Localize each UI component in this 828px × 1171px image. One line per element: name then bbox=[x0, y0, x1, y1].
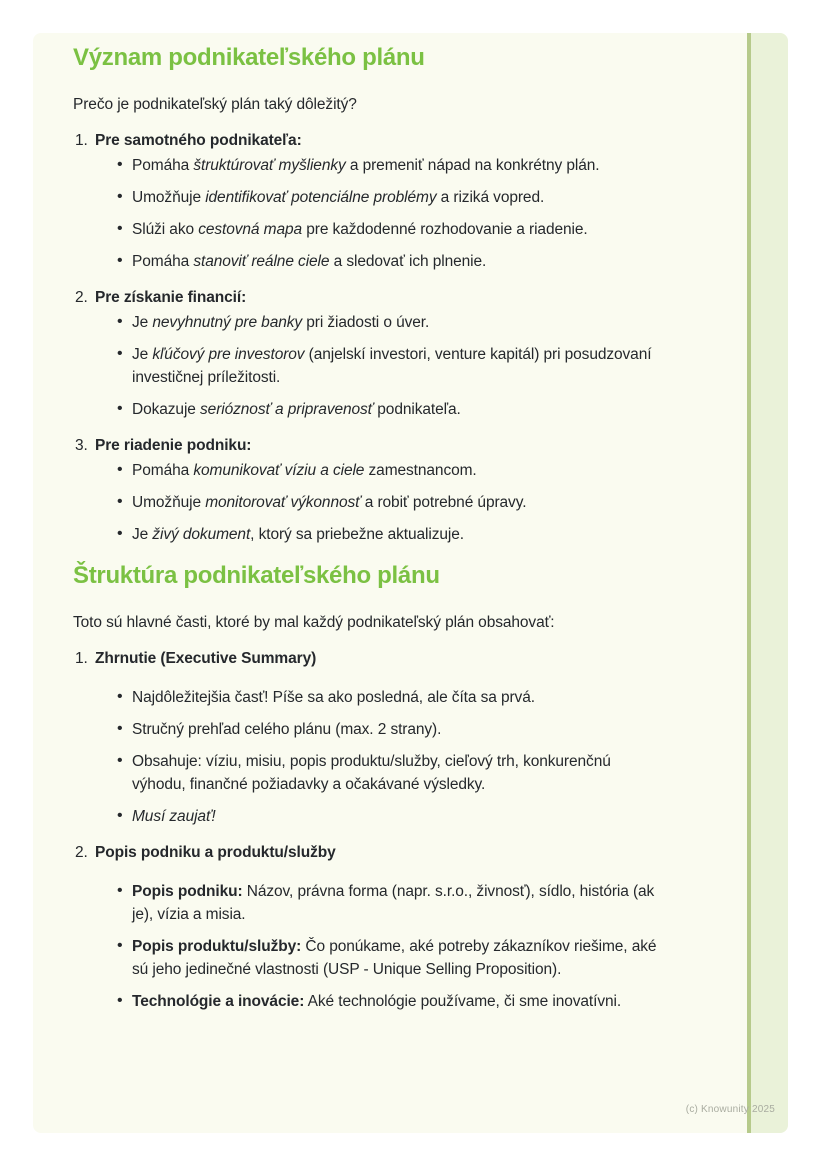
bullet-item bbox=[117, 491, 665, 514]
text-run: Pre riadenie podniku: bbox=[95, 437, 252, 454]
text-run: Technológie a inovácie: bbox=[132, 993, 305, 1010]
text-run: Aké technológie používame, či sme inovatívni. bbox=[304, 993, 622, 1010]
text-run: pre každodenné rozhodovanie a riadenie. bbox=[302, 221, 588, 238]
text-run: štruktúrovať myšlienky bbox=[193, 157, 346, 174]
bullet-item bbox=[117, 343, 665, 389]
item-title bbox=[95, 286, 665, 309]
bullet-item bbox=[117, 750, 665, 796]
item-title bbox=[95, 129, 665, 152]
text-run: Stručný prehľad celého plánu (max. 2 strany). bbox=[132, 721, 442, 738]
numbered-item-title bbox=[73, 647, 665, 670]
text-run: Popis produktu/služby: bbox=[132, 938, 302, 955]
text-run: Popis podniku: bbox=[132, 883, 243, 900]
bullet-list bbox=[73, 459, 665, 546]
document-content bbox=[73, 43, 665, 1022]
text-run: serióznosť a pripravenosť bbox=[200, 401, 374, 418]
numbered-list bbox=[73, 129, 665, 546]
text-run: živý dokument bbox=[152, 526, 251, 543]
text-run: Obsahuje: víziu, misiu, popis produktu/služby, cieľový trh, konkurenčnú výhodu, finančné požiadavky a očakávané výsledky. bbox=[132, 753, 611, 793]
bullet-item bbox=[117, 459, 665, 482]
text-run: Pre samotného podnikateľa: bbox=[95, 132, 302, 149]
text-run: a robiť potrebné úpravy. bbox=[360, 494, 527, 511]
text-run: a premeniť nápad na konkrétny plán. bbox=[345, 157, 600, 174]
text-run: Je bbox=[132, 526, 153, 543]
item-title bbox=[95, 434, 665, 457]
text-run: Slúži ako bbox=[132, 221, 199, 238]
text-run: Je bbox=[132, 346, 153, 363]
text-run: Pomáha bbox=[132, 462, 194, 479]
text-run: identifikovať potenciálne problémy bbox=[205, 189, 437, 206]
bullet-item bbox=[117, 523, 665, 546]
text-run: a sledovať ich plnenie. bbox=[329, 253, 487, 270]
section-heading: Štruktúra podnikateľského plánu bbox=[73, 562, 440, 589]
bullet-item bbox=[117, 186, 665, 209]
bullet-item bbox=[117, 218, 665, 241]
bullet-list bbox=[73, 880, 665, 1013]
text-run: komunikovať víziu a ciele bbox=[193, 462, 365, 479]
item-number: 2. bbox=[75, 289, 88, 306]
numbered-item-title bbox=[73, 841, 665, 864]
text-run: Pomáha bbox=[132, 157, 194, 174]
text-run: Umožňuje bbox=[132, 494, 206, 511]
bullet-item bbox=[117, 311, 665, 334]
text-run: monitorovať výkonnosť bbox=[205, 494, 361, 511]
bullet-item bbox=[117, 398, 665, 421]
bullet-list bbox=[73, 154, 665, 273]
item-number: 1. bbox=[75, 132, 88, 149]
bullet-item bbox=[117, 990, 665, 1013]
bullet-item bbox=[117, 250, 665, 273]
bullet-item bbox=[117, 686, 665, 709]
text-run: Prečo je podnikateľský plán taký dôležitý? bbox=[73, 96, 357, 113]
text-run: Pre získanie financií: bbox=[95, 289, 247, 306]
text-run: Je bbox=[132, 314, 153, 331]
item-title bbox=[95, 841, 665, 864]
right-accent-stripe bbox=[747, 33, 788, 1133]
numbered-item-title bbox=[73, 129, 665, 152]
copyright-watermark: (c) Knowunity 2025 bbox=[685, 1104, 775, 1115]
text-run: zamestnancom. bbox=[364, 462, 477, 479]
text-run: stanoviť reálne ciele bbox=[193, 253, 330, 270]
text-run: a riziká vopred. bbox=[436, 189, 545, 206]
text-run: cestovná mapa bbox=[198, 221, 303, 238]
document-card bbox=[33, 33, 788, 1133]
text-run: Najdôležitejšia časť! Píše sa ako posledná, ale číta sa prvá. bbox=[132, 689, 535, 706]
text-run: nevyhnutný pre banky bbox=[152, 314, 303, 331]
text-run: , ktorý sa priebežne aktualizuje. bbox=[250, 526, 464, 543]
bullet-item bbox=[117, 935, 665, 981]
item-title bbox=[95, 647, 665, 670]
text-run: Pomáha bbox=[132, 253, 194, 270]
text-run: Toto sú hlavné časti, ktoré by mal každý podnikateľský plán obsahovať: bbox=[73, 614, 555, 631]
bullet-item bbox=[117, 880, 665, 926]
bullet-item bbox=[117, 718, 665, 741]
text-run: Zhrnutie (Executive Summary) bbox=[95, 650, 317, 667]
item-number: 2. bbox=[75, 844, 88, 861]
item-number: 1. bbox=[75, 650, 88, 667]
text-run: Popis podniku a produktu/služby bbox=[95, 844, 336, 861]
text-run: kľúčový pre investorov bbox=[152, 346, 305, 363]
text-run: Čo ponúkame, aké potreby zákazníkov riešime, aké sú jeho jedinečné vlastnosti (USP - Unique Selling Proposition). bbox=[132, 938, 657, 978]
text-run: Dokazuje bbox=[132, 401, 201, 418]
bullet-item bbox=[117, 154, 665, 177]
text-run: (anjelskí investori, venture kapitál) pri posudzovaní investičnej príležitosti. bbox=[132, 346, 652, 386]
bullet-list bbox=[73, 311, 665, 421]
numbered-list bbox=[73, 647, 665, 1013]
paragraph bbox=[73, 93, 665, 116]
numbered-item-title bbox=[73, 286, 665, 309]
text-run: Umožňuje bbox=[132, 189, 206, 206]
numbered-item-title bbox=[73, 434, 665, 457]
text-run: pri žiadosti o úver. bbox=[302, 314, 430, 331]
section-heading: Význam podnikateľského plánu bbox=[73, 44, 425, 71]
bullet-item bbox=[117, 805, 665, 828]
text-run: Musí zaujať! bbox=[132, 808, 216, 825]
text-run: podnikateľa. bbox=[373, 401, 461, 418]
text-run: Názov, právna forma (napr. s.r.o., živnosť), sídlo, história (ak je), vízia a misia. bbox=[132, 883, 655, 923]
bullet-list bbox=[73, 686, 665, 828]
paragraph bbox=[73, 611, 665, 634]
item-number: 3. bbox=[75, 437, 88, 454]
